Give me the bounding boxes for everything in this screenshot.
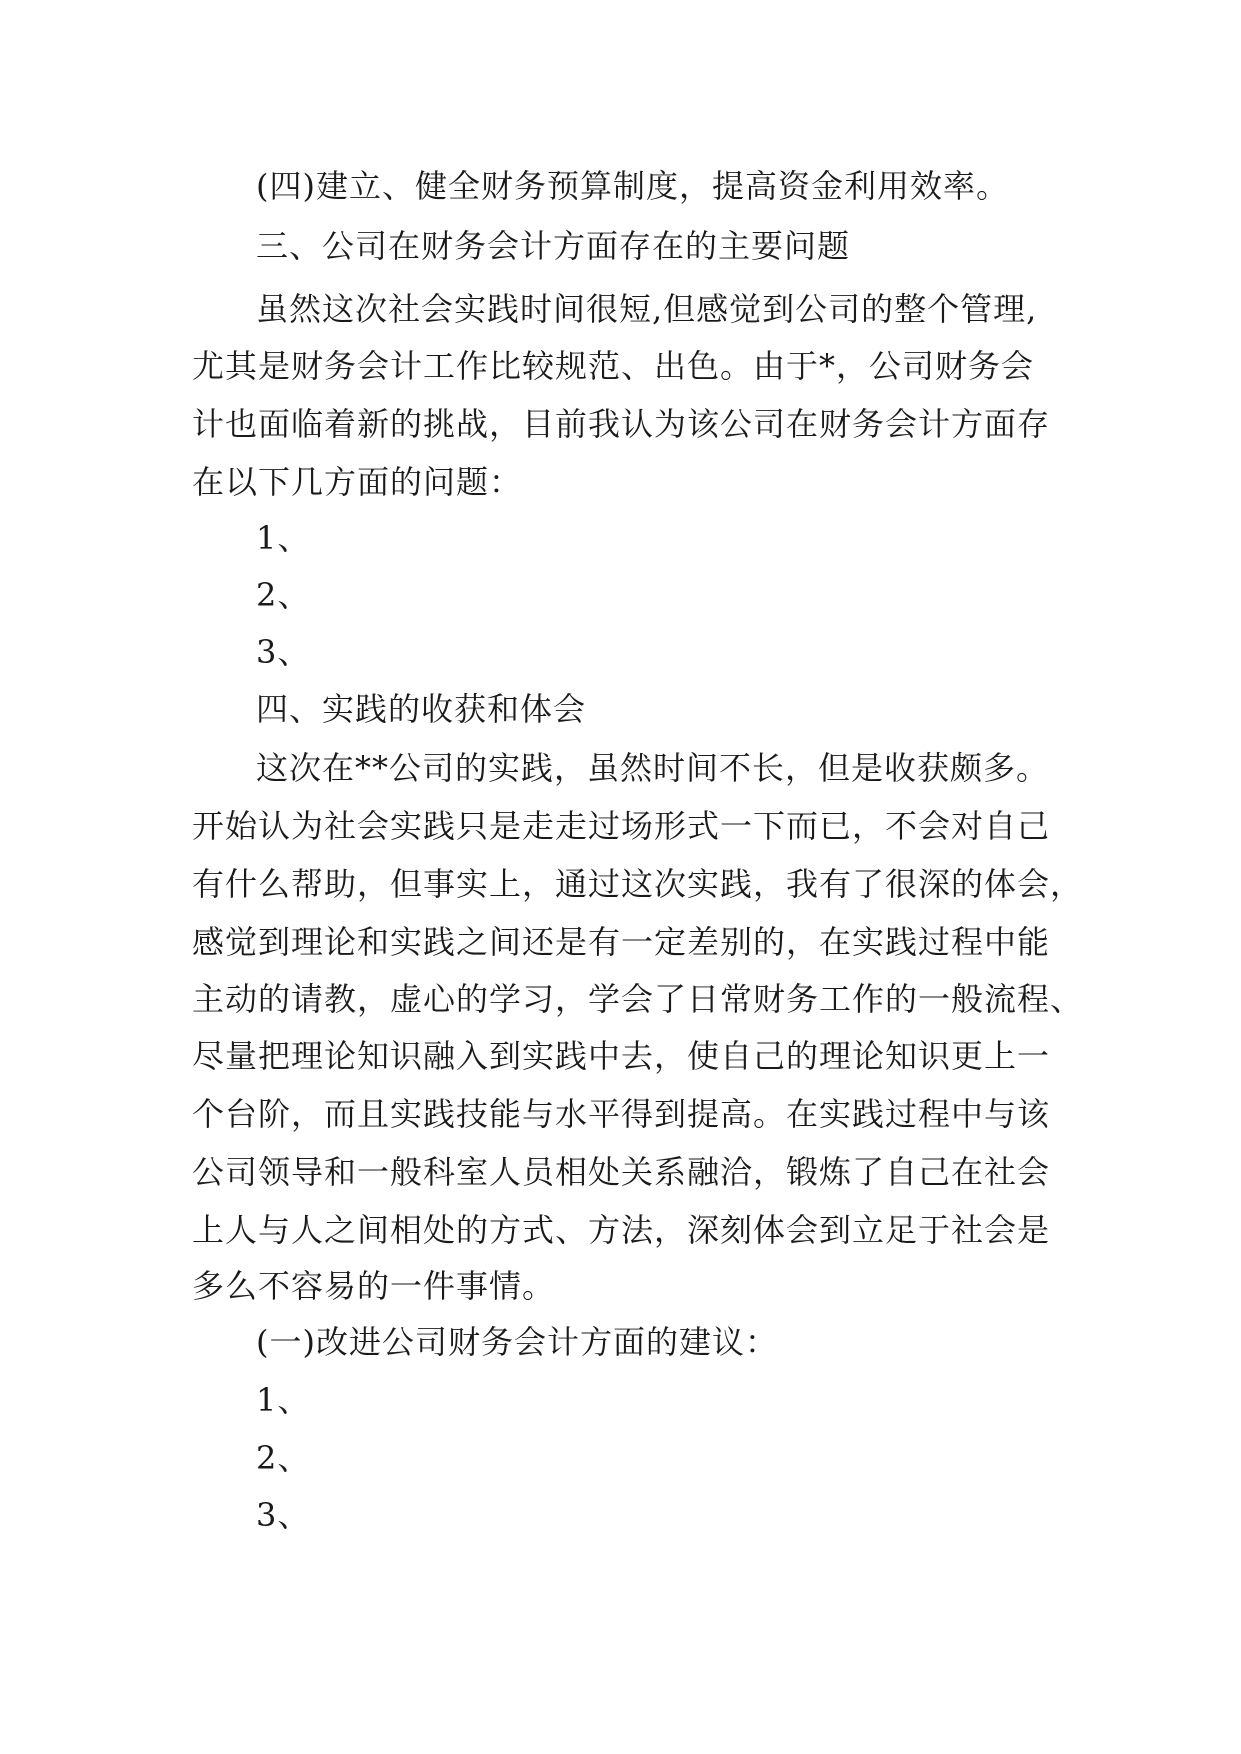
paragraph-line: 这次在**公司的实践，虽然时间不长，但是收获颇多。 — [256, 749, 1050, 787]
paragraph-line: 感觉到理论和实践之间还是有一定差别的，在实践过程中能 — [192, 923, 1051, 961]
paragraph-line: 计也面临着新的挑战，目前我认为该公司在财务会计方面存 — [192, 405, 1051, 443]
paragraph-line: 开始认为社会实践只是走走过场形式一下而已，不会对自己 — [192, 807, 1051, 845]
list-item-2: 2、 — [256, 1439, 311, 1477]
section-heading-4: 四、实践的收获和体会 — [256, 690, 587, 728]
paragraph-line: 公司领导和一般科室人员相处关系融洽，锻炼了自己在社会 — [192, 1153, 1051, 1191]
list-item-1: 1、 — [256, 1381, 311, 1419]
paragraph-line: 尽量把理论知识融入到实践中去，使自己的理论知识更上一 — [192, 1037, 1051, 1075]
paragraph-line: 有什么帮助，但事实上，通过这次实践，我有了很深的体会， — [192, 865, 1084, 903]
heading-budget-system: (四)建立、健全财务预算制度，提高资金利用效率。 — [256, 167, 1009, 205]
paragraph-line: 个台阶，而且实践技能与水平得到提高。在实践过程中与该 — [192, 1095, 1051, 1133]
paragraph-line: 尤其是财务会计工作比较规范、出色。由于*，公司财务会 — [192, 347, 1035, 385]
list-item-3: 3、 — [256, 1496, 311, 1534]
paragraph-line: 主动的请教，虚心的学习，学会了日常财务工作的一般流程、 — [192, 980, 1084, 1018]
paragraph-line: 上人与人之间相处的方式、方法，深刻体会到立足于社会是 — [192, 1211, 1051, 1249]
paragraph-line: 虽然这次社会实践时间很短,但感觉到公司的整个管理, — [256, 290, 1038, 328]
list-item-1: 1、 — [256, 519, 311, 557]
list-item-3: 3、 — [256, 633, 311, 671]
subheading-suggestions: (一)改进公司财务会计方面的建议： — [256, 1323, 778, 1361]
paragraph-line: 多么不容易的一件事情。 — [192, 1267, 556, 1305]
paragraph-line: 在以下几方面的问题： — [192, 463, 523, 501]
section-heading-3: 三、公司在财务会计方面存在的主要问题 — [256, 227, 851, 265]
list-item-2: 2、 — [256, 576, 311, 614]
